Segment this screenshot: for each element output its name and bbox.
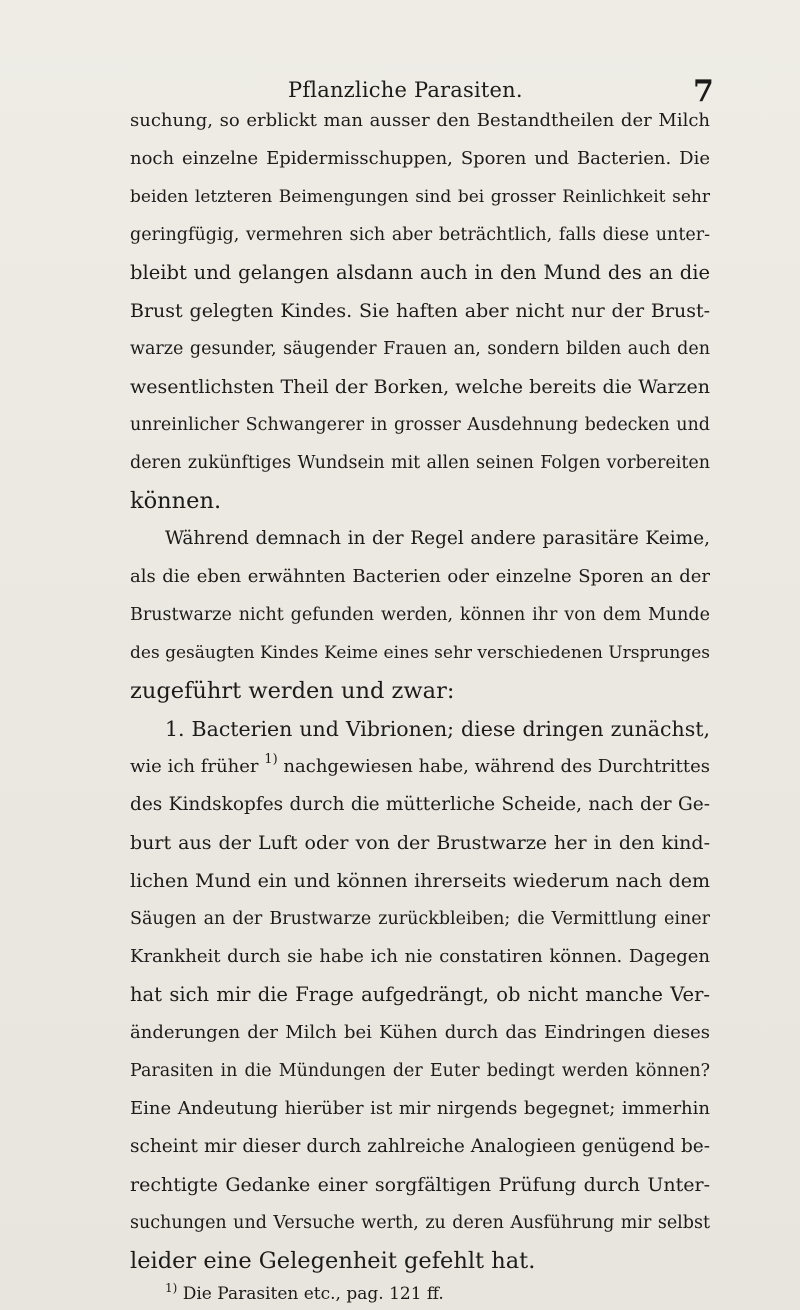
footnote-marker: 1) [165,1281,178,1295]
text-fragment: wie ich früher [130,756,259,777]
text-line: suchungen und Versuche werth, zu deren Ausführung mir selbst [130,1213,710,1233]
footnote [165,1280,444,1308]
text-line: rechtigte Gedanke einer sorgfältigen Prüfung durch Unter- [130,1174,710,1196]
text-line: Parasiten in die Mündungen der Euter bedingt werden können? [130,1061,710,1081]
text-fragment: nachgewiesen habe, während des Durchtrittes [283,756,710,777]
text-line: änderungen der Milch bei Kühen durch das Eindringen dieses [130,1022,710,1043]
text-line: Brustwarze nicht gefunden werden, können ihr von dem Munde [130,605,710,625]
text-line: hat sich mir die Frage aufgedrängt, ob nicht manche Ver- [130,983,710,1006]
list-item-heading-line: 1. Bacterien und Vibrionen; diese dringen zunächst, [165,717,710,741]
footnote-reference: 1) [264,752,278,767]
text-line: geringfügig, vermehren sich aber beträchtlich, falls diese unter- [130,225,710,245]
text-line: als die eben erwähnten Bacterien oder einzelne Sporen an der [130,566,710,587]
text-line: warze gesunder, säugender Frauen an, sondern bilden auch den [130,339,710,359]
text-line: burt aus der Luft oder von der Brustwarze her in den kind- [130,832,710,854]
text-line: suchung, so erblickt man ausser den Bestandtheilen der Milch [130,110,710,131]
paragraph-start-line: Während demnach in der Regel andere parasitäre Keime, [165,528,710,549]
text-line: des Kindskopfes durch die mütterliche Scheide, nach der Ge- [130,794,710,815]
text-line: scheint mir dieser durch zahlreiche Analogieen genügend be- [130,1136,710,1157]
footnote-text: Die Parasiten etc., pag. 121 ff. [182,1284,444,1304]
text-line: noch einzelne Epidermisschuppen, Sporen und Bacterien. Die [130,148,710,169]
text-line: Krankheit durch sie habe ich nie constatiren können. Dagegen [130,946,710,967]
text-line: bleibt und gelangen alsdann auch in den Mund des an die [130,261,710,284]
text-line: leider eine Gelegenheit gefehlt hat. [130,1248,536,1274]
text-line: zugeführt werden und zwar: [130,678,455,704]
text-line: lichen Mund ein und können ihrerseits wiederum nach dem [130,870,710,892]
text-line: beiden letzteren Beimengungen sind bei grosser Reinlichkeit sehr [130,187,710,207]
text-line: Eine Andeutung hierüber ist mir nirgends begegnet; immerhin [130,1098,710,1119]
running-title: Pflanzliche Parasiten. [288,78,523,102]
text-line: des gesäugten Kindes Keime eines sehr verschiedenen Ursprunges [130,643,710,663]
text-line: wesentlichsten Theil der Borken, welche bereits die Warzen [130,376,710,398]
text-line: Säugen an der Brustwarze zurückbleiben; die Vermittlung einer [130,909,710,929]
text-line-with-footnote [130,748,710,786]
text-line: können. [130,488,222,514]
text-line: Brust gelegten Kindes. Sie haften aber nicht nur der Brust- [130,300,710,322]
text-line: unreinlicher Schwangerer in grosser Ausdehnung bedecken und [130,415,710,435]
text-line: deren zukünftiges Wundsein mit allen seinen Folgen vorbereiten [130,453,710,473]
page-number: 7 [693,74,714,109]
